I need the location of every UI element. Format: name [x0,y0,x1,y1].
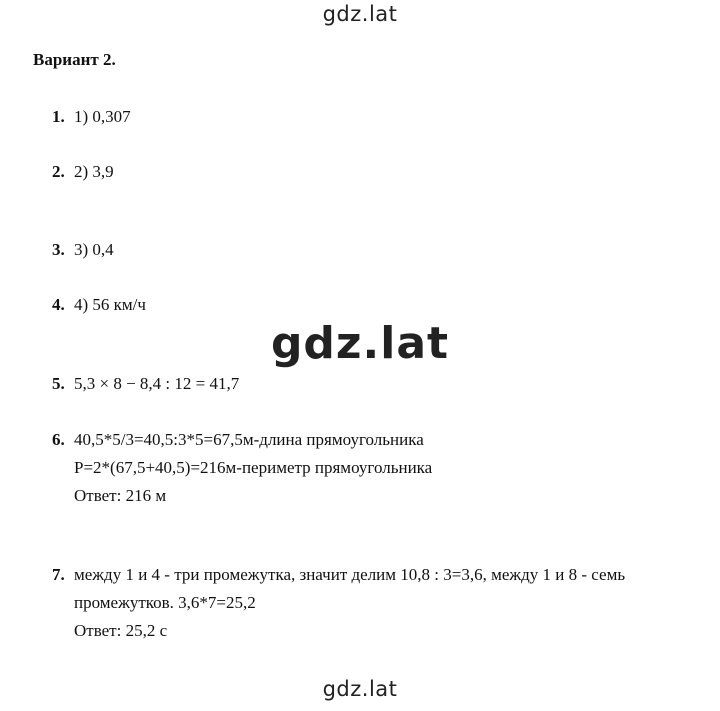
answer-2 [52,159,114,185]
answer-text: 4) 56 км/ч [74,295,146,314]
answer-6-line-3: Ответ: 216 м [74,486,167,505]
answer-6-line-2: P=2*(67,5+40,5)=216м-периметр прямоугольника [74,458,433,477]
answer-number: 5. [52,374,65,393]
answer-4 [52,292,146,318]
answer-text: 40,5*5/3=40,5:3*5=67,5м-длина прямоугольника [74,430,424,449]
answer-7 [52,562,625,588]
answer-3 [52,237,114,263]
answer-5 [52,371,239,397]
watermark-bottom: gdz.lat [322,677,398,701]
variant-title: Вариант 2. [33,50,116,69]
answer-number: 1. [52,107,65,126]
answer-text: между 1 и 4 - три промежутка, значит делим 10,8 : 3=3,6, между 1 и 8 - семь [74,565,626,584]
answer-text: 3) 0,4 [74,240,114,259]
answer-number: 2. [52,162,65,181]
answer-7-line-2: промежутков. 3,6*7=25,2 [74,593,256,612]
answer-7-line-3: Ответ: 25,2 с [74,621,168,640]
answer-number: 3. [52,240,65,259]
answer-1 [52,104,131,130]
answer-number: 6. [52,430,65,449]
answer-6 [52,427,424,453]
watermark-middle: gdz.lat [270,318,450,369]
answer-text: 1) 0,307 [74,107,131,126]
answer-number: 4. [52,295,65,314]
answer-number: 7. [52,565,65,584]
answer-text: 5,3 × 8 − 8,4 : 12 = 41,7 [74,374,240,393]
watermark-top: gdz.lat [322,2,398,26]
answer-text: 2) 3,9 [74,162,114,181]
